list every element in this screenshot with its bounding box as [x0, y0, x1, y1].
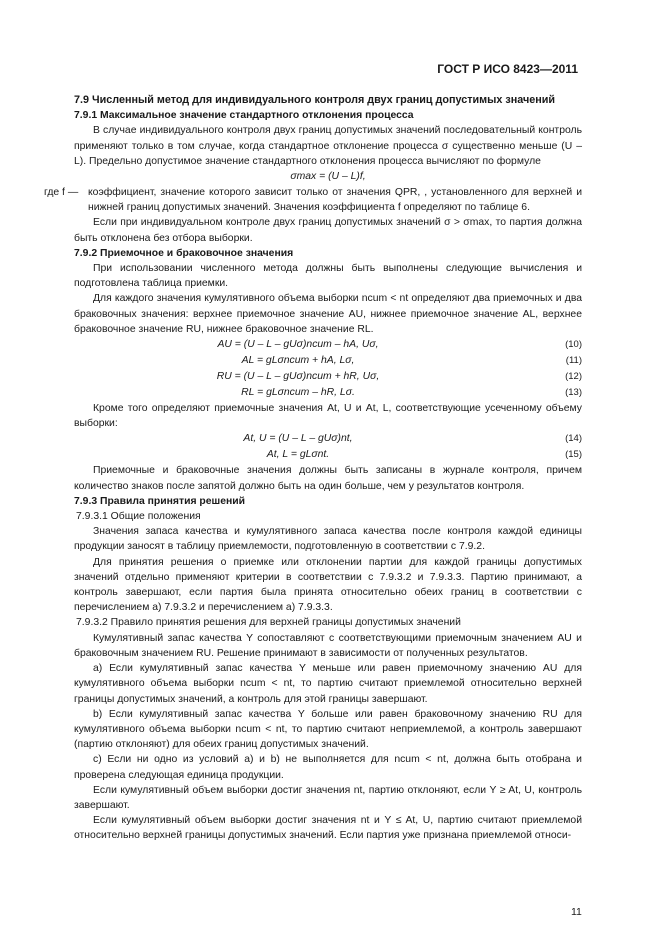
- paragraph: Кумулятивный запас качества Y сопоставляют с соответствующими приемочным значением AU и браковочным значением RU. Решение принимают в зависимости от полученных результатов.: [74, 632, 582, 659]
- equation-number: (10): [565, 339, 582, 351]
- where-label: где f —: [44, 187, 79, 199]
- paragraph: В случае индивидуального контроля двух границ допустимых значений последовательный контроль применяют только в том случае, когда стандартное отклонение процесса σ существенно меньше (U – L). Предельно допустимое значение стандартного отклонения процесса вычисляют по формуле: [74, 125, 582, 167]
- section-heading: 7.9 Численный метод для индивидуального контроля двух границ допустимых значений: [74, 94, 556, 106]
- equation-12: [74, 369, 582, 385]
- where-clause: [44, 185, 582, 215]
- list-item-c: c) Если ни одно из условий a) и b) не выполняется для ncum < nt, должна быть отобрана и проверена следующая единица продукции.: [74, 754, 582, 781]
- paragraph: Кроме того определяют приемочные значения At, U и At, L, соответствующие усеченному объему выборки:: [74, 403, 582, 430]
- equation-number: (14): [565, 433, 582, 445]
- paragraph: Приемочные и браковочные значения должны быть записаны в журнале контроля, причем количество знаков после запятой должно быть на один больше, чем у результатов контроля.: [74, 465, 582, 492]
- formula-expression: σmax = (U – L)f,: [290, 171, 366, 183]
- formula: [74, 169, 582, 185]
- equation-14: [74, 431, 582, 447]
- clause-heading-7-9-3-2: 7.9.3.2 Правило принятия решения для верхней границы допустимых значений: [76, 617, 461, 629]
- list-item-a: a) Если кумулятивный запас качества Y меньше или равен приемочному значению AU для кумулятивного объема выборки ncum < nt, то партию считают приемлемой относительно верхней границы допустимых значений, а контроль для этой границы завершают.: [74, 663, 582, 705]
- paragraph: Для принятия решения о приемке или отклонении партии для каждой границы допустимых значений отдельно применяют критерии в соответствии с 7.9.3.2 и 7.9.3.3. Партию принимают, а контроль завершают, если партия была принята относительно обеих границ в соответствии с перечислением a) 7.9.3.2 и перечислением a) 7.9.3.3.: [74, 556, 582, 614]
- equation-number: (13): [565, 387, 582, 399]
- paragraph: Если при индивидуальном контроле двух границ допустимых значений σ > σmax, то партия должна быть отклонена без отбора выборки.: [74, 217, 582, 244]
- equation-11: [74, 353, 582, 369]
- paragraph: Значения запаса качества и кумулятивного запаса качества после контроля каждой единицы продукции заносят в таблицу приемлемости, подготовленную в соответствии с 7.9.2.: [74, 526, 582, 553]
- equation-expression: At, U = (U – L – gUσ)nt,: [243, 433, 353, 445]
- equation-number: (15): [565, 449, 582, 461]
- document-code: ГОСТ Р ИСО 8423—2011: [437, 62, 578, 76]
- equation-15: [74, 447, 582, 463]
- document-body: [44, 93, 582, 844]
- list-item-b: b) Если кумулятивный запас качества Y больше или равен браковочному значению RU для кумулятивного объема выборки ncum < nt, то партию считают неприемлемой, а контроль завершают (партию отклоняют) для обеих границ допустимых значений.: [74, 708, 582, 751]
- equation-expression: RU = (U – L – gUσ)ncum + hR, Uσ,: [216, 371, 380, 383]
- equation-13: [74, 385, 582, 401]
- equation-number: (12): [565, 371, 582, 383]
- where-text: коэффициент, значение которого зависит только от значения QPR, , установленного для верхней и нижней границ допустимых значений. Значения коэффициента f определяют по таблице 6.: [88, 187, 582, 214]
- equation-expression: At, L = gLσnt.: [266, 449, 330, 461]
- subsection-heading-7-9-3: 7.9.3 Правила принятия решений: [74, 495, 246, 507]
- subsection-heading-7-9-2: 7.9.2 Приемочное и браковочное значения: [74, 247, 294, 259]
- clause-heading-7-9-3-1: 7.9.3.1 Общие положения: [76, 511, 201, 523]
- equation-number: (11): [565, 355, 582, 367]
- equation-10: [74, 337, 582, 353]
- subsection-heading-7-9-1: 7.9.1 Максимальное значение стандартного отклонения процесса: [74, 110, 414, 122]
- equation-expression: AL = gLσncum + hA, Lσ,: [241, 355, 355, 367]
- equation-expression: AU = (U – L – gUσ)ncum – hA, Uσ,: [217, 339, 379, 351]
- page-number: 11: [571, 906, 582, 918]
- paragraph: Если кумулятивный объем выборки достиг значения nt и Y ≤ At, U, партию считают приемлемой относительно верхней границы допустимых значений. Если партия уже признана приемлемой относи-: [74, 815, 582, 842]
- paragraph: При использовании численного метода должны быть выполнены следующие вычисления и подготовлена таблица приемки.: [74, 263, 582, 290]
- paragraph: Для каждого значения кумулятивного объема выборки ncum < nt определяют два приемочных и два браковочных значения: верхнее приемочное значение AU, нижнее приемочное значение AL, верхнее браковочное значение RU, нижнее браковочное значение RL.: [74, 293, 582, 335]
- equation-expression: RL = gLσncum – hR, Lσ.: [241, 387, 355, 399]
- paragraph: Если кумулятивный объем выборки достиг значения nt, партию отклоняют, если Y ≥ At, U, контроль завершают.: [74, 784, 582, 811]
